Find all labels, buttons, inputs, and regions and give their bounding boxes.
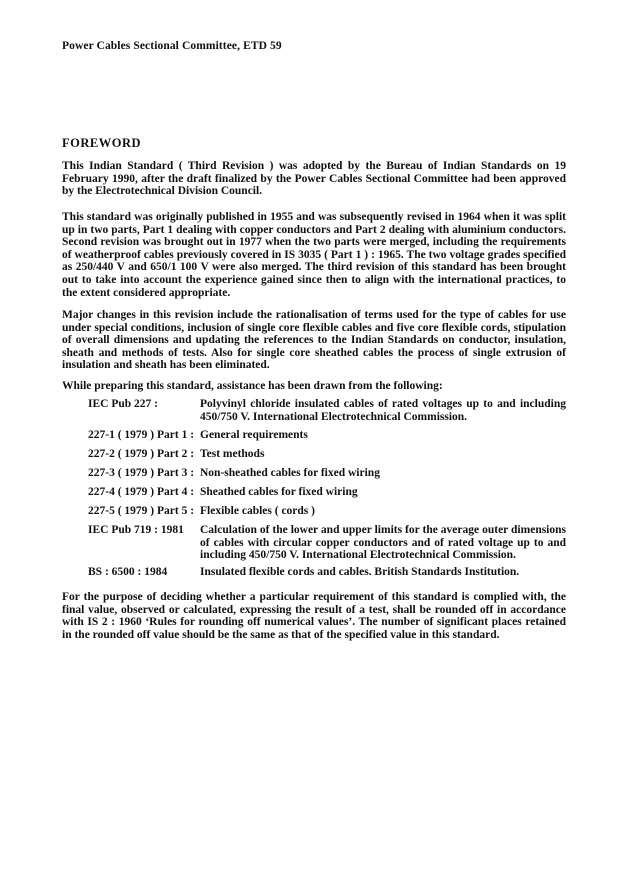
reference-description: Sheathed cables for fixed wiring <box>200 486 358 498</box>
reference-code: 227-5 ( 1979 ) Part 5 : <box>88 505 195 517</box>
reference-code: 227-2 ( 1979 ) Part 2 : <box>88 448 195 460</box>
reference-description: Non-sheathed cables for fixed wiring <box>200 467 380 479</box>
reference-description: Insulated flexible cords and cables. British Standards Institution. <box>200 566 520 578</box>
reference-code: 227-3 ( 1979 ) Part 3 : <box>88 467 195 479</box>
reference-code: IEC Pub 227 : <box>88 398 158 410</box>
reference-code: IEC Pub 719 : 1981 <box>88 524 184 536</box>
reference-description: Calculation of the lower and upper limits for the average outer dimensions of cables with circular copper conductors and of rated voltage up to and including 450/750 V. International Electrotechnical Commission. <box>200 524 566 562</box>
reference-description: Flexible cables ( cords ) <box>200 505 315 517</box>
reference-description: Polyvinyl chloride insulated cables of rated voltages up to and including 450/750 V. International Electrotechnical Commission. <box>200 398 566 423</box>
foreword-paragraph-history: This standard was originally published in 1955 and was subsequently revised in 1964 when it was split up in two parts, Part 1 dealing with copper conductors and Part 2 dealing with aluminium conductors. Second revision was brought out in 1977 when the two parts were merged, including the requirements of weatherproof cables previously covered in IS 3035 ( Part 1 ) : 1965. The two voltage grades specified as 250/440 V and 650/1 100 V were also merged. The third revision of this standard has been brought out to take into account the experience gained since then to align with the international practices, to the extent considered appropriate. <box>62 211 566 299</box>
reference-code: BS : 6500 : 1984 <box>88 566 168 578</box>
foreword-heading: FOREWORD <box>62 136 141 150</box>
committee-name: Power Cables Sectional Committee, ETD 59 <box>62 40 282 52</box>
foreword-paragraph-rounding: For the purpose of deciding whether a particular requirement of this standard is complied with, the final value, observed or calculated, expressing the result of a test, shall be rounded off in accordance with IS 2 : 1960 ‘Rules for rounding off numerical values’. The number of significant places retained in the rounded off value should be the same as that of the specified value in this standard. <box>62 591 566 641</box>
reference-description: Test methods <box>200 448 265 460</box>
reference-code: 227-4 ( 1979 ) Part 4 : <box>88 486 195 498</box>
reference-description: General requirements <box>200 429 308 441</box>
foreword-paragraph-assistance: While preparing this standard, assistance has been drawn from the following: <box>62 380 443 392</box>
foreword-paragraph-changes: Major changes in this revision include the rationalisation of terms used for the type of cables for use under special conditions, inclusion of single core flexible cables and five core flexible cords, stipulation of overall dimensions and updating the references to the Indian Standards on conductor, insulation, sheath and methods of tests. Also for single core sheathed cables the process of single extrusion of insulation and sheath has been eliminated. <box>62 309 566 372</box>
foreword-paragraph-adoption: This Indian Standard ( Third Revision ) was adopted by the Bureau of Indian Standards on 19 February 1990, after the draft finalized by the Power Cables Sectional Committee had been approved by the Electrotechnical Division Council. <box>62 160 566 198</box>
reference-code: 227-1 ( 1979 ) Part 1 : <box>88 429 195 441</box>
